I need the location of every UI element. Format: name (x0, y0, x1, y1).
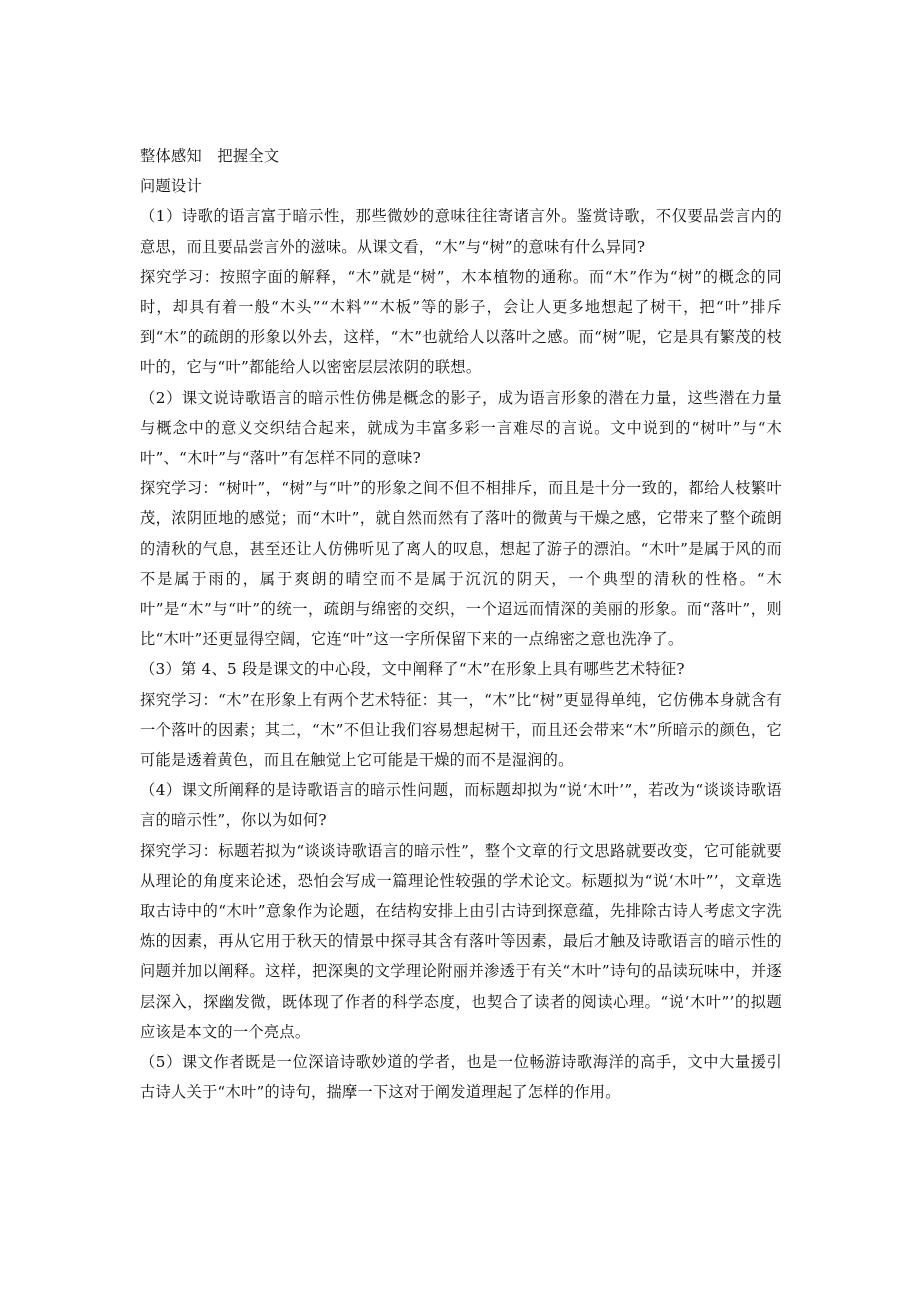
answer-1: 探究学习：按照字面的解释，“木”就是“树”，木本植物的通称。而“木”作为“树”的概念的同时，却具有着一般“木头”“木料”“木板”等的影子，会让人更多地想起了树干，把“叶”排斥到“木”的疏朗的形象以外去，这样，“木”也就给人以落叶之感。而“树”呢，它是具有繁茂的枝叶的，它与“叶”都能给人以密密层层浓阴的联想。 (140, 267, 782, 377)
question-3: （3）第 4、5 段是课文的中心段，文中阐释了“木”在形象上具有哪些艺术特征? (140, 660, 685, 679)
section-heading: 整体感知 把握全文 (140, 147, 280, 165)
question-5: （5）课文作者既是一位深谙诗歌妙道的学者，也是一位畅游诗歌海洋的高手，文中大量援引古诗人关于“木叶”的诗句，揣摩一下这对于阐发道理起了怎样的作用。 (140, 1053, 782, 1102)
answer-3: 探究学习：“木”在形象上有两个艺术特征：其一，“木”比“树”更显得单纯，它仿佛本身就含有一个落叶的因素；其二，“木”不但让我们容易想起树干，而且还会带来“木”所暗示的颜色，它可能是透着黄色，而且在触觉上它可能是干燥的而不是湿润的。 (140, 690, 782, 770)
document-body (140, 141, 782, 1108)
question-4: （4）课文所阐释的是诗歌语言的暗示性问题，而标题却拟为“说‘木叶’”，若改为“谈谈诗歌语言的暗示性”，你以为如何? (140, 781, 782, 830)
answer-2: 探究学习：“树叶”，“树”与“叶”的形象之间不但不相排斥，而且是十分一致的，都给人枝繁叶茂，浓阴匝地的感觉；而“木叶”，就自然而然有了落叶的微黄与干燥之感，它带来了整个疏朗的清秋的气息，甚至还让人仿佛听见了离人的叹息，想起了游子的漂泊。“木叶”是属于风的而不是属于雨的，属于爽朗的晴空而不是属于沉沉的阴天，一个典型的清秋的性格。“木叶”是“木”与“叶”的统一，疏朗与绵密的交织，一个迢远而情深的美丽的形象。而“落叶”，则比“木叶”还更显得空阔，它连“叶”这一字所保留下来的一点绵密之意也洗净了。 (140, 479, 782, 649)
question-1: （1）诗歌的语言富于暗示性，那些微妙的意味往往寄诸言外。鉴赏诗歌，不仅要品尝言内的意思，而且要品尝言外的滋味。从课文看，“木”与“树”的意味有什么异同? (140, 207, 782, 256)
question-2: （2）课文说诗歌语言的暗示性仿佛是概念的影子，成为语言形象的潜在力量，这些潜在力量与概念中的意义交织结合起来，就成为丰富多彩一言难尽的言说。文中说到的“树叶”与“木叶”、“木叶”与“落叶”有怎样不同的意味? (140, 388, 782, 468)
answer-4: 探究学习：标题若拟为“谈谈诗歌语言的暗示性”，整个文章的行文思路就要改变，它可能就要从理论的角度来论述，恐怕会写成一篇理论性较强的学术论文。标题拟为“说‘木叶”’，文章选取古诗中的“木叶”意象作为论题，在结构安排上由引古诗到探意蕴，先排除古诗人考虑文字洗炼的因素，再从它用于秋天的情景中探寻其含有落叶等因素，最后才触及诗歌语言的暗示性的问题并加以阐释。这样，把深奥的文学理论附丽并渗透于有关“木叶”诗句的品读玩味中，并逐层深入，探幽发微，既体现了作者的科学态度，也契合了读者的阅读心理。“说‘木叶”’的拟题应该是本文的一个亮点。 (140, 841, 782, 1041)
subheading: 问题设计 (140, 177, 202, 196)
